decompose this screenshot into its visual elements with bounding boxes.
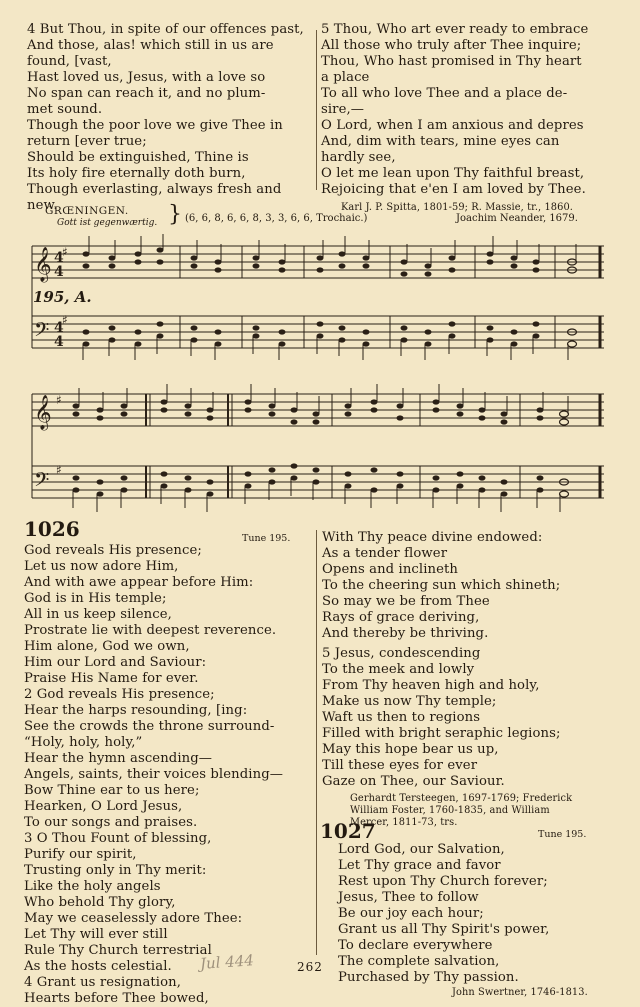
text-line: With Thy peace divine endowed: (322, 530, 543, 545)
text-line: Rule Thy Church terrestrial (24, 943, 212, 958)
music-system-2 (20, 380, 630, 520)
text-line: Who behold Thy glory, (24, 895, 176, 910)
text-line: 3 O Thou Fount of blessing, (24, 831, 212, 846)
tune-composer: Joachim Neander, 1679. (456, 213, 578, 224)
text-line: Prostrate lie with deepest reverence. (24, 623, 277, 638)
svg-text:𝄞: 𝄞 (34, 395, 52, 430)
text-line: 5 Thou, Who art ever ready to embrace (321, 22, 589, 37)
text-line: May we ceaselessly adore Thee: (24, 911, 243, 926)
text-line: a place (321, 70, 370, 85)
text-line: Hear the harps resounding, [ing: (24, 703, 248, 718)
text-line: hardly see, (321, 150, 396, 165)
text-line: Till these eyes for ever (322, 758, 478, 773)
text-line: Though everlasting, always fresh and (27, 182, 282, 197)
text-line: Should be extinguished, Thine is (27, 150, 249, 165)
text-line: Rest upon Thy Church forever; (338, 874, 548, 889)
author-credit: Gerhardt Tersteegen, 1697-1769; Frederick (350, 793, 573, 804)
svg-text:𝄢: 𝄢 (34, 318, 50, 346)
author-credit: John Swertner, 1746-1813. (452, 987, 588, 998)
text-line: Make us now Thy temple; (322, 694, 497, 709)
text-line: Hearts before Thee bowed, (24, 991, 209, 1006)
text-line: Grant us all Thy Spirit's power, (338, 922, 550, 937)
text-line: Bow Thine ear to us here; (24, 783, 200, 798)
text-line: As a tender flower (322, 546, 448, 561)
text-line: As the hosts celestial. (24, 959, 172, 974)
tune-name: GRŒNINGEN. (45, 205, 129, 217)
text-line: To declare everywhere (338, 938, 493, 953)
tune-number: 195, A. (33, 288, 92, 306)
svg-text:𝄞: 𝄞 (34, 247, 52, 282)
text-line: Filled with bright seraphic legions; (322, 726, 561, 741)
text-line: From Thy heaven high and holy, (322, 678, 540, 693)
text-line: Let Thy grace and favor (338, 858, 501, 873)
text-line: And, dim with tears, mine eyes can (321, 134, 560, 149)
text-line: Hast loved us, Jesus, with a love so (27, 70, 266, 85)
text-line: Like the holy angels (24, 879, 161, 894)
text-line: 5 Jesus, condescending (322, 646, 481, 661)
text-line: Though the poor love we give Thee in (27, 118, 283, 133)
text-line: Let us now adore Him, (24, 559, 179, 574)
text-line: found, [vast, (27, 54, 112, 69)
text-line: Jesus, Thee to follow (338, 890, 479, 905)
hymn-number: 1026 (24, 517, 80, 541)
text-line: Trusting only in Thy merit: (24, 863, 207, 878)
text-line: Be our joy each hour; (338, 906, 484, 921)
text-line: And with awe appear before Him: (24, 575, 254, 590)
text-line: new. (27, 198, 58, 213)
text-line: See the crowds the throne surround- (24, 719, 275, 734)
text-line: All in us keep silence, (24, 607, 172, 622)
text-line: return [ever true; (27, 134, 147, 149)
text-line: Praise His Name for ever. (24, 671, 199, 686)
svg-text:♯: ♯ (56, 463, 62, 477)
text-line: Its holy fire eternally doth burn, (27, 166, 246, 181)
text-line: Lord God, our Salvation, (338, 842, 505, 857)
text-line: Hear the hymn ascending— (24, 751, 213, 766)
text-line: Opens and inclineth (322, 562, 459, 577)
text-line: God is in His temple; (24, 591, 167, 606)
brace: } (168, 202, 183, 227)
svg-text:4: 4 (54, 320, 64, 336)
svg-text:♯: ♯ (62, 245, 68, 259)
tune-meter: (6, 6, 8, 6, 6, 8, 3, 3, 6, 6, Trochaic.) (185, 213, 368, 224)
text-line: sire,— (321, 102, 365, 117)
text-line: Hearken, O Lord Jesus, (24, 799, 183, 814)
text-line: Let Thy will ever still (24, 927, 168, 942)
text-line: O let me lean upon Thy faithful breast, (321, 166, 585, 181)
pencil-annotation: Jul 444 (199, 951, 255, 973)
text-line: So may we be from Thee (322, 594, 490, 609)
svg-text:4: 4 (54, 250, 64, 266)
text-line: “Holy, holy, holy,” (24, 735, 143, 750)
text-line: Him alone, God we own, (24, 639, 190, 654)
text-line: O Lord, when I am anxious and depres (321, 118, 584, 133)
text-line: And thereby be thriving. (322, 626, 489, 641)
text-line: To the meek and lowly (322, 662, 475, 677)
svg-text:𝄢: 𝄢 (34, 468, 50, 496)
text-line: Rays of grace deriving, (322, 610, 480, 625)
text-line: The complete salvation, (338, 954, 500, 969)
hymn-number: 1027 (320, 819, 376, 843)
text-line: met sound. (27, 102, 103, 117)
text-line: 2 God reveals His presence; (24, 687, 215, 702)
column-divider (316, 30, 317, 190)
svg-text:♯: ♯ (56, 393, 62, 407)
tune-alternate-name: Gott ist gegenwærtig. (57, 218, 158, 228)
author-credit: Mercer, 1811-73, trs. (350, 817, 458, 828)
translation-credit: Karl J. P. Spitta, 1801-59; R. Massie, tr., 1860. (341, 202, 574, 213)
text-line: To all who love Thee and a place de- (321, 86, 568, 101)
column-divider (316, 530, 317, 955)
text-line: No span can reach it, and no plum- (27, 86, 266, 101)
text-line: Purchased by Thy passion. (338, 970, 519, 985)
svg-text:4: 4 (54, 334, 64, 350)
text-line: May this hope bear us up, (322, 742, 499, 757)
tune-reference: Tune 195. (242, 533, 291, 544)
text-line: Rejoicing that e'en I am loved by Thee. (321, 182, 586, 197)
text-line: All those who truly after Thee inquire; (321, 38, 582, 53)
page-number: 262 (297, 960, 323, 974)
svg-text:4: 4 (54, 264, 64, 280)
tune-reference: Tune 195. (538, 829, 587, 840)
text-line: To the cheering sun which shineth; (322, 578, 561, 593)
text-line: Angels, saints, their voices blending— (24, 767, 284, 782)
text-line: Him our Lord and Saviour: (24, 655, 207, 670)
text-line: To our songs and praises. (24, 815, 198, 830)
text-line: God reveals His presence; (24, 543, 202, 558)
text-line: Gaze on Thee, our Saviour. (322, 774, 505, 789)
text-line: And those, alas! which still in us are (27, 38, 274, 53)
svg-text:♯: ♯ (62, 313, 68, 327)
author-credit: William Foster, 1760-1835, and William (350, 805, 550, 816)
text-line: 4 Grant us resignation, (24, 975, 182, 990)
text-line: Purify our spirit, (24, 847, 137, 862)
text-line: Waft us then to regions (322, 710, 481, 725)
text-line: 4 But Thou, in spite of our offences past, (27, 22, 304, 37)
text-line: Thou, Who hast promised in Thy heart (321, 54, 582, 69)
music-system-1 (20, 232, 630, 362)
